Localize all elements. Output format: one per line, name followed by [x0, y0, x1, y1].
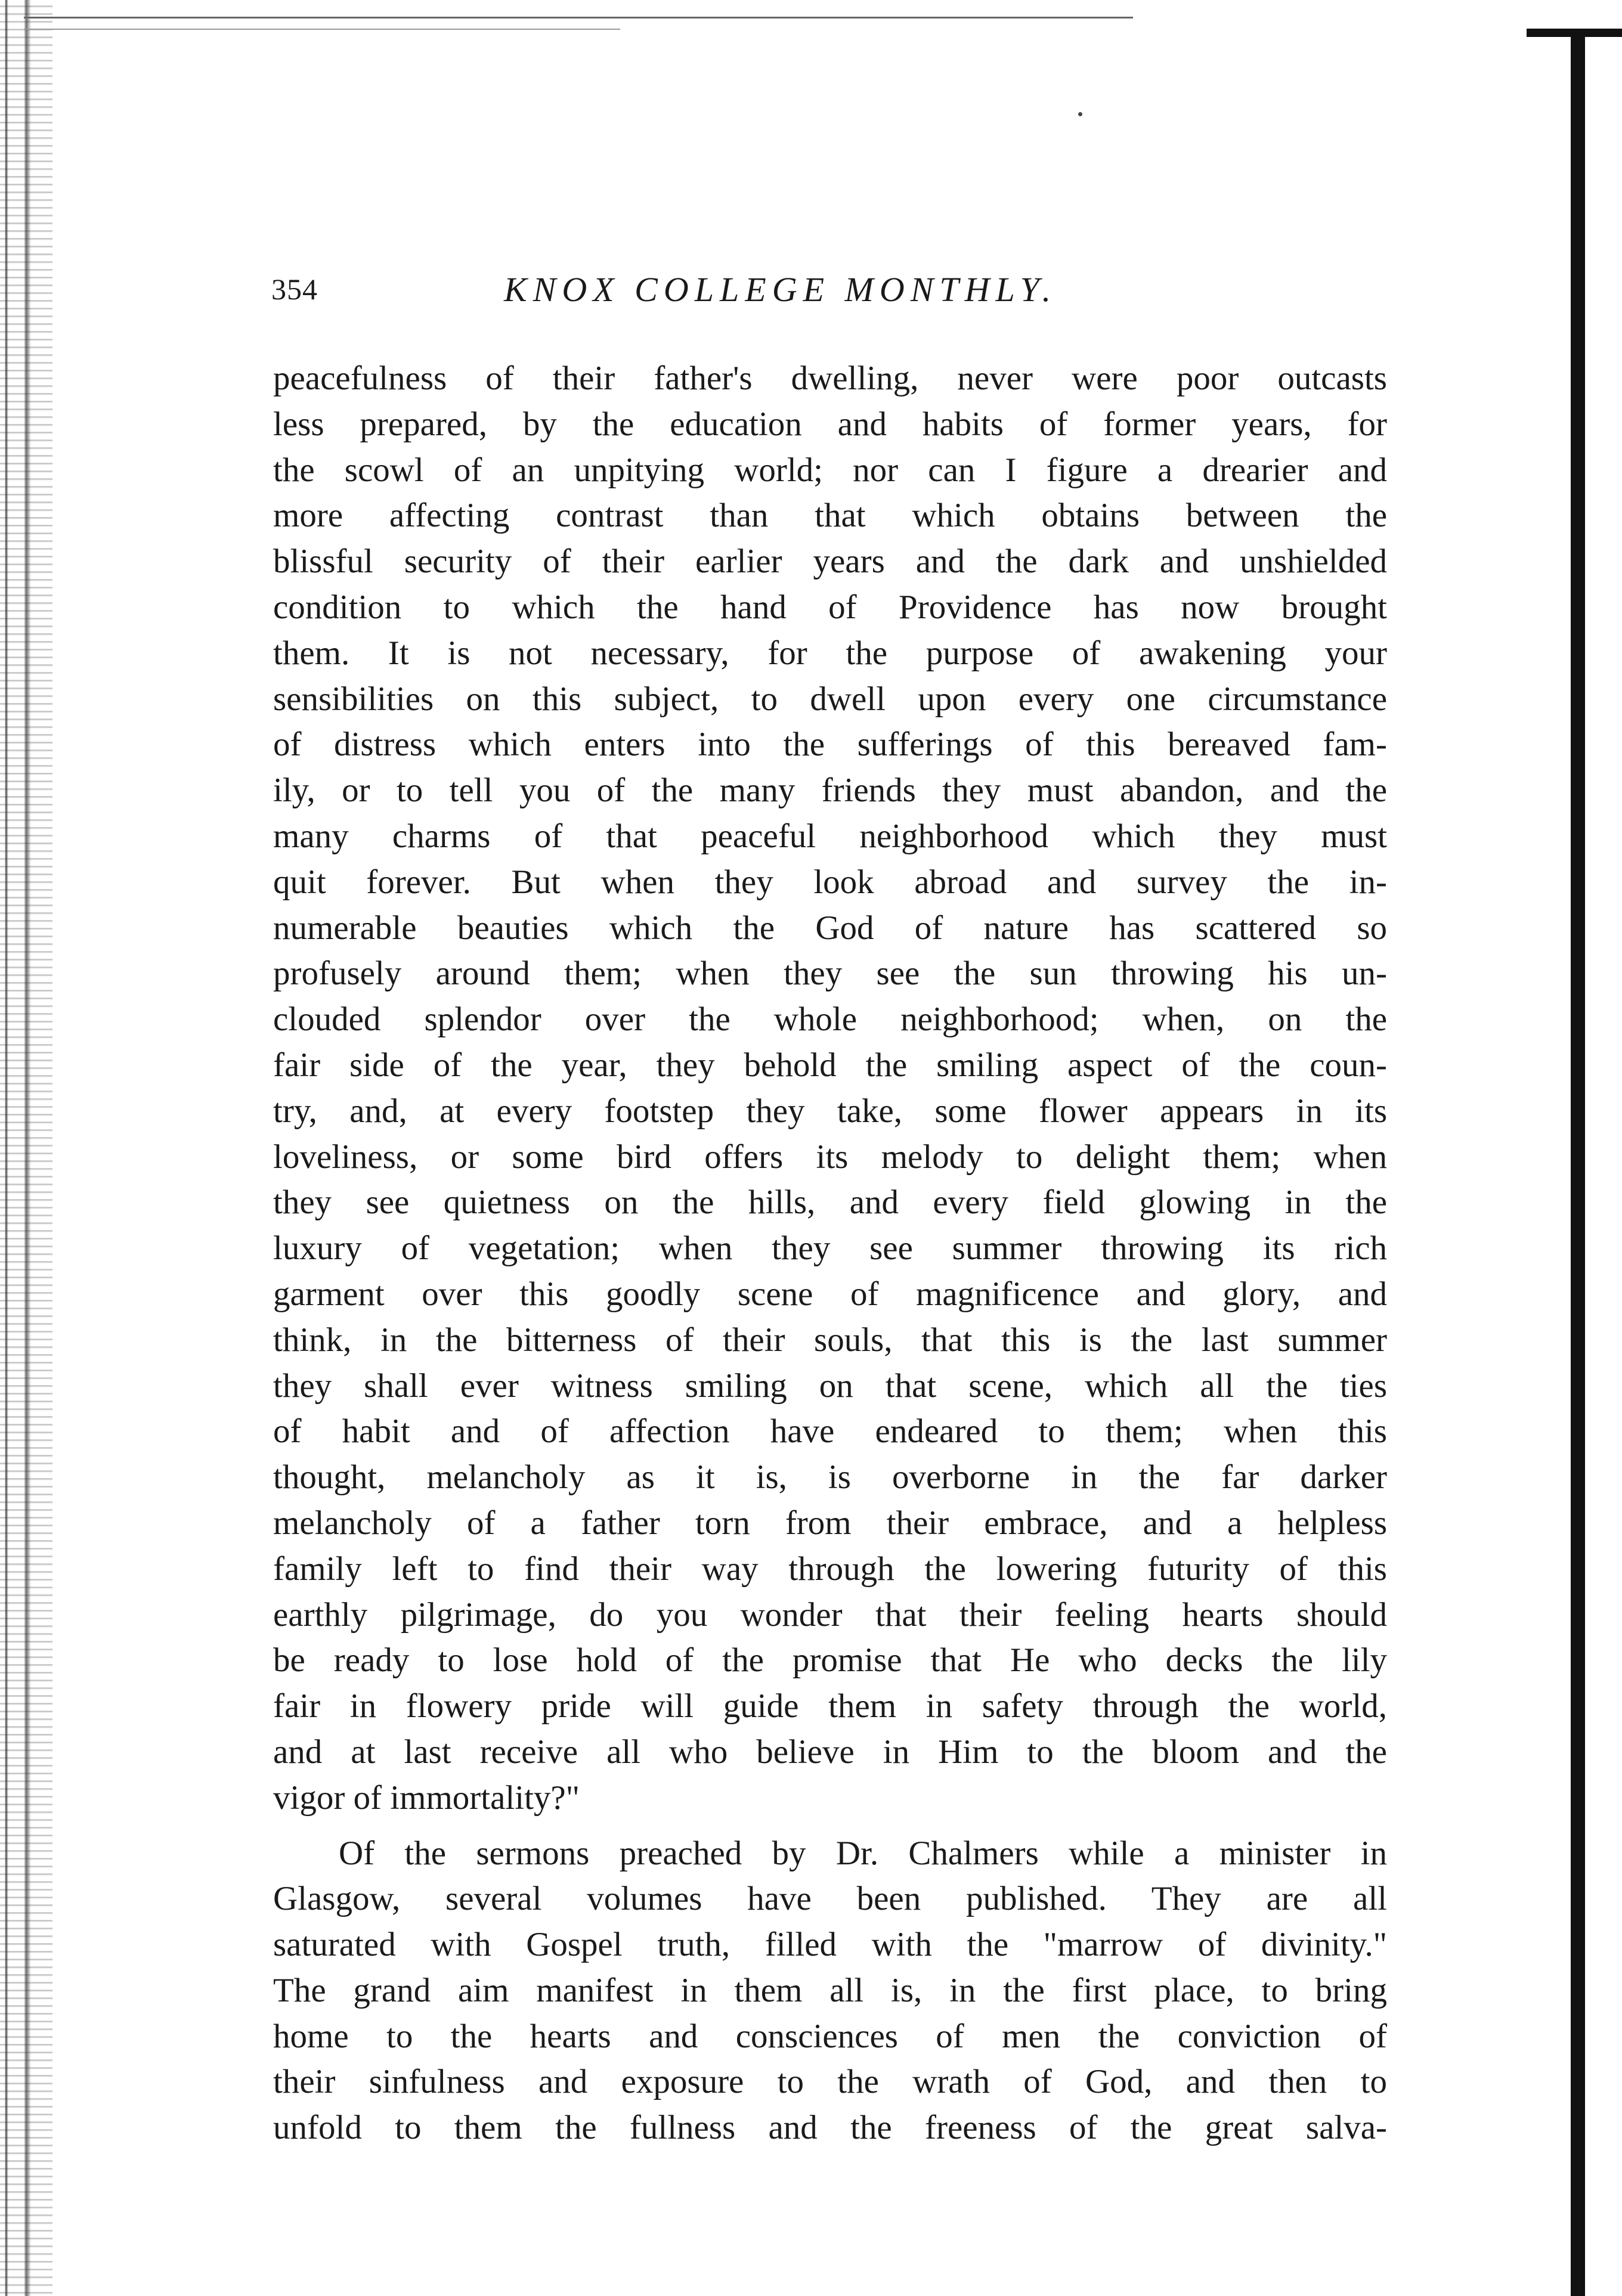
text-line: blissful security of their earlier years and the dark and unshielded: [273, 543, 1387, 581]
text-line: they shall ever witness smiling on that scene, which all the ties: [273, 1367, 1387, 1405]
text-line: ily, or to tell you of the many friends they must abandon, and the: [273, 771, 1387, 810]
text-line: peacefulness of their father's dwelling, never were poor outcasts: [273, 360, 1387, 397]
text-line: numerable beauties which the God of nature has scattered so: [273, 909, 1387, 947]
text-line: the scowl of an unpitying world; nor can I figure a drearier and: [273, 451, 1387, 489]
running-title: KNOX COLLEGE MONTHLY.: [504, 270, 1057, 309]
text-line: quit forever. But when they look abroad and survey the in-: [273, 863, 1387, 901]
text-line: home to the hearts and consciences of men the conviction of: [273, 2017, 1387, 2055]
page-number: 354: [271, 272, 318, 306]
text-line: The grand aim manifest in them all is, in the first place, to bring: [273, 1971, 1387, 2009]
paragraph-gap: [273, 1821, 1387, 1831]
text-line: try, and, at every footstep they take, some flower appears in its: [273, 1092, 1387, 1130]
body-text: [273, 356, 1387, 2151]
text-line: profusely around them; when they see the sun throwing his un-: [273, 955, 1387, 993]
page-header: [271, 267, 1386, 315]
text-line: they see quietness on the hills, and every field glowing in the: [273, 1183, 1387, 1222]
text-line: be ready to lose hold of the promise that He who decks the lily: [273, 1641, 1387, 1680]
text-line: thought, melancholy as it is, is overborne in the far darker: [273, 1458, 1387, 1496]
text-line: them. It is not necessary, for the purpose of awakening your: [273, 634, 1387, 672]
right-edge-bar: [1571, 33, 1585, 2296]
text-line: and at last receive all who believe in Him to the bloom and the: [273, 1733, 1387, 1771]
text-line: Of the sermons preached by Dr. Chalmers while a minister in: [339, 1834, 1387, 1872]
text-line: vigor of immortality?": [273, 1778, 580, 1817]
text-line: family left to find their way through the lowering futurity of this: [273, 1550, 1387, 1588]
text-line: Glasgow, several volumes have been published. They are all: [273, 1880, 1387, 1918]
binding-edge-scan-artifact: [0, 0, 52, 2296]
text-line: of distress which enters into the sufferings of this bereaved fam-: [273, 726, 1387, 764]
text-line: earthly pilgrimage, do you wonder that their feeling hearts should: [273, 1595, 1387, 1634]
text-line: think, in the bitterness of their souls, that this is the last summer: [273, 1321, 1387, 1359]
paragraph-1: [273, 356, 1387, 1821]
text-line: loveliness, or some bird offers its melody to delight them; when: [273, 1138, 1387, 1176]
text-line: garment over this goodly scene of magnificence and glory, and: [273, 1275, 1387, 1313]
text-line: clouded splendor over the whole neighborhood; when, on the: [273, 1000, 1387, 1039]
scan-speck: [1078, 112, 1082, 116]
text-line: luxury of vegetation; when they see summer throwing its rich: [273, 1229, 1387, 1268]
text-line: melancholy of a father torn from their embrace, and a helpless: [273, 1504, 1387, 1542]
text-line: saturated with Gospel truth, filled with the "marrow of divinity.": [273, 1926, 1387, 1964]
paragraph-2: [273, 1831, 1387, 2152]
text-line: condition to which the hand of Providence has now brought: [273, 588, 1387, 626]
text-line: fair side of the year, they behold the smiling aspect of the coun-: [273, 1046, 1387, 1084]
text-line: their sinfulness and exposure to the wrath of God, and then to: [273, 2063, 1387, 2101]
text-line: unfold to them the fullness and the freeness of the great salva-: [273, 2109, 1387, 2147]
top-edge-rule-secondary: [24, 29, 620, 30]
top-edge-rule: [24, 17, 1133, 18]
text-line: of habit and of affection have endeared to them; when this: [273, 1412, 1387, 1451]
text-line: many charms of that peaceful neighborhood which they must: [273, 817, 1387, 855]
text-line: less prepared, by the education and habits of former years, for: [273, 405, 1387, 443]
text-line: sensibilities on this subject, to dwell upon every one circumstance: [273, 680, 1387, 718]
text-line: fair in flowery pride will guide them in safety through the world,: [273, 1687, 1387, 1725]
text-line: more affecting contrast than that which obtains between the: [273, 497, 1387, 535]
